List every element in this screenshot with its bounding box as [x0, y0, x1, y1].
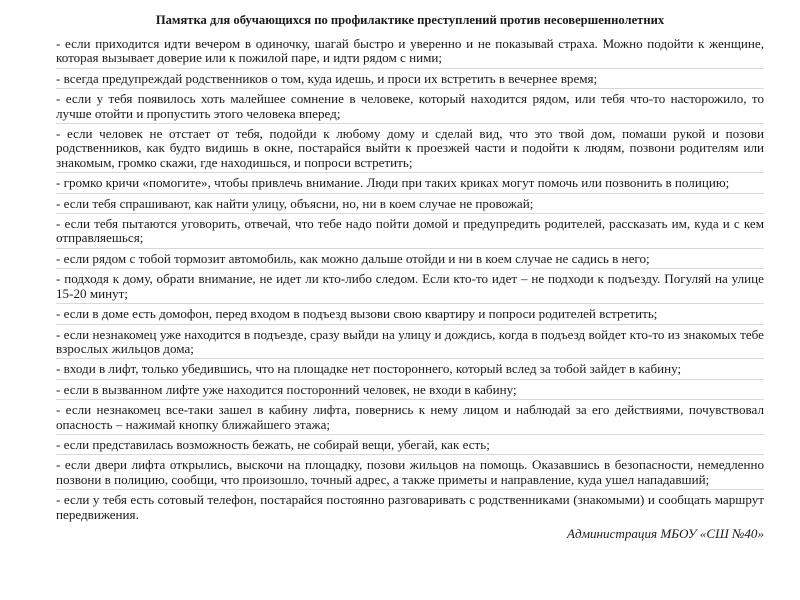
memo-item: - если человек не отстает от тебя, подойди к любому дому и сделай вид, что это твой дом, помаши рукой и позови родственников, как будто видишь в окне, постарайся выйти к проезжей части и подойти к людям, позвони родителям или знакомым, громко скажи, где находишься, и попроси встретить; — [56, 127, 764, 173]
memo-item: - входи в лифт, только убедившись, что на площадке нет постороннего, который вслед за тобой зайдет в кабину; — [56, 362, 764, 379]
memo-items-list — [56, 37, 764, 524]
memo-item: - если тебя пытаются уговорить, отвечай, что тебе надо пойти домой и предупредить родителей, рассказать им, куда и с кем отправляешься; — [56, 217, 764, 249]
memo-item: - подходя к дому, обрати внимание, не идет ли кто-либо следом. Если кто-то идет – не подходи к подъезду. Погуляй на улице 15-20 минут; — [56, 272, 764, 304]
memo-item: - если в доме есть домофон, перед входом в подъезд вызови свою квартиру и попроси родителей встретить; — [56, 307, 764, 324]
memo-page — [56, 14, 764, 594]
memo-item: - если незнакомец уже находится в подъезде, сразу выйди на улицу и дождись, когда в подъезд войдет кто-то из знакомых тебе взрослых жильцов дома; — [56, 328, 764, 360]
memo-item: - если тебя спрашивают, как найти улицу, объясни, но, ни в коем случае не провожай; — [56, 197, 764, 214]
memo-item: - если в вызванном лифте уже находится посторонний человек, не входи в кабину; — [56, 383, 764, 400]
memo-item: - если незнакомец все-таки зашел в кабину лифта, повернись к нему лицом и наблюдай за его действиями, почувствовал опасность – нажимай кнопку ближайшего этажа; — [56, 403, 764, 435]
memo-item: - если двери лифта открылись, выскочи на площадку, позови жильцов на помощь. Оказавшись в безопасности, немедленно позвони в полицию, сообщи, что произошло, точный адрес, а также приметы и направление, куда ушел нападавший; — [56, 458, 764, 490]
memo-item: - если у тебя появилось хоть малейшее сомнение в человеке, который находится рядом, или тебя что-то насторожило, то лучше отойти и пропустить этого человека вперед; — [56, 92, 764, 124]
document-title: Памятка для обучающихся по профилактике преступлений против несовершеннолетних — [155, 13, 665, 27]
memo-item: - если приходится идти вечером в одиночку, шагай быстро и уверенно и не показывай страха. Можно подойти к женщине, которая вызывает доверие или к пожилой паре, и идти рядом с ними; — [56, 37, 764, 69]
memo-item: - если у тебя есть сотовый телефон, постарайся постоянно разговаривать с родственниками (знакомыми) и сообщать маршрут передвижения. — [56, 492, 764, 522]
memo-item: - если рядом с тобой тормозит автомобиль, как можно дальше отойди и ни в коем случае не садись в него; — [56, 252, 764, 269]
memo-item: - если представилась возможность бежать, не собирай вещи, убегай, как есть; — [56, 438, 764, 455]
memo-item: - всегда предупреждай родственников о том, куда идешь, и проси их встретить в вечернее время; — [56, 72, 764, 89]
signature: Администрация МБОУ «СШ №40» — [567, 525, 764, 541]
memo-item: - громко кричи «помогите», чтобы привлечь внимание. Люди при таких криках могут помочь или позвонить в полицию; — [56, 176, 764, 193]
